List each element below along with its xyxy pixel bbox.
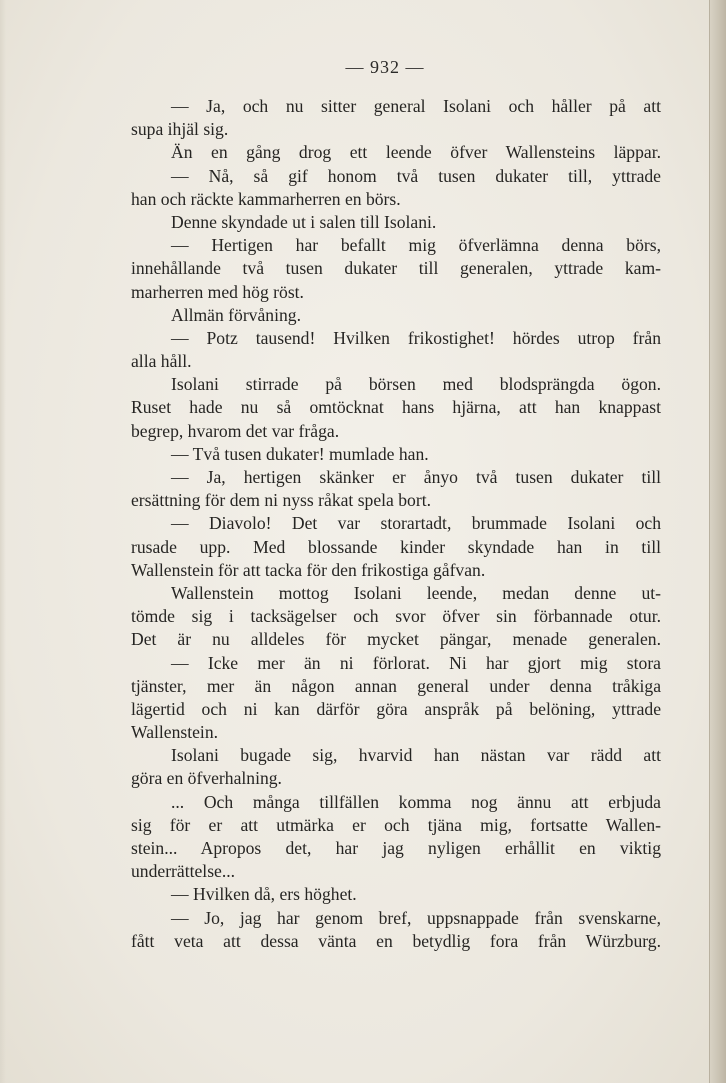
text-line: Isolani stirrade på börsen med blodsprängda ögon.	[171, 374, 661, 395]
text-line: Allmän förvåning.	[171, 304, 301, 325]
text-line: tjänster, mer än någon annan general under denna tråkiga	[131, 675, 661, 696]
text-line: — Icke mer än ni förlorat. Ni har gjort mig stora	[171, 652, 661, 673]
text-line: alla håll.	[131, 351, 192, 372]
text-line: innehållande två tusen dukater till generalen, yttrade kam-	[131, 258, 661, 279]
text-line: — Diavolo! Det var storartadt, brummade Isolani och	[171, 513, 661, 534]
text-line: — Ja, hertigen skänker er ånyo två tusen dukater till	[171, 467, 661, 487]
text-line: rusade upp. Med blossande kinder skyndade han in till	[131, 536, 661, 557]
text-line: marherren med hög röst.	[131, 281, 304, 302]
text-line: Ruset hade nu så omtöcknat hans hjärna, att han knappast	[131, 397, 661, 418]
text-line: sig för er att utmärka er och tjäna mig, fortsatte Wallen-	[131, 814, 661, 835]
page-number: — 932 —	[345, 57, 425, 77]
text-line: — Hvilken då, ers höghet.	[171, 884, 357, 905]
text-line: Än en gång drog ett leende öfver Wallensteins läppar.	[171, 142, 661, 163]
text-line: ersättning för dem ni nyss råkat spela bort.	[131, 490, 431, 511]
text-line: Wallenstein mottog Isolani leende, medan denne ut-	[171, 582, 661, 603]
text-line: Denne skyndade ut i salen till Isolani.	[171, 211, 437, 232]
text-line: Det är nu alldeles för mycket pängar, menade generalen.	[131, 629, 661, 650]
text-line: — Nå, så gif honom två tusen dukater till, yttrade	[171, 165, 661, 186]
book-spine	[709, 0, 726, 1083]
body-text	[131, 95, 661, 953]
text-line: Wallenstein.	[131, 722, 219, 743]
text-line: — Potz tausend! Hvilken frikostighet! hördes utrop från	[171, 327, 661, 348]
text-line: stein... Apropos det, har jag nyligen erhållit en viktig	[131, 838, 661, 858]
text-line: ... Och många tillfällen komma nog ännu att erbjuda	[171, 791, 661, 812]
text-line: — Jo, jag har genom bref, uppsnappade från svenskarne,	[171, 907, 661, 928]
text-line: göra en öfverhalning.	[131, 768, 282, 789]
text-line: lägertid och ni kan därför göra anspråk på belöning, yttrade	[131, 698, 661, 719]
text-line: Wallenstein för att tacka för den frikostiga gåfvan.	[131, 559, 486, 580]
text-line: fått veta att dessa vänta en betydlig fora från Würzburg.	[131, 930, 661, 951]
text-line: underrättelse...	[131, 861, 236, 882]
text-line: tömde sig i tacksägelser och svor öfver sin förbannade otur.	[131, 606, 661, 627]
text-line: begrep, hvarom det var fråga.	[131, 420, 340, 441]
page-left-edge	[0, 0, 6, 1083]
text-line: Isolani bugade sig, hvarvid han nästan var rädd att	[171, 745, 661, 766]
text-line: — Hertigen har befallt mig öfverlämna denna börs,	[171, 235, 661, 256]
text-line: — Två tusen dukater! mumlade han.	[171, 443, 429, 464]
text-line: han och räckte kammarherren en börs.	[131, 188, 401, 209]
text-line: — Ja, och nu sitter general Isolani och håller på att	[171, 96, 661, 116]
text-line: supa ihjäl sig.	[131, 119, 229, 140]
